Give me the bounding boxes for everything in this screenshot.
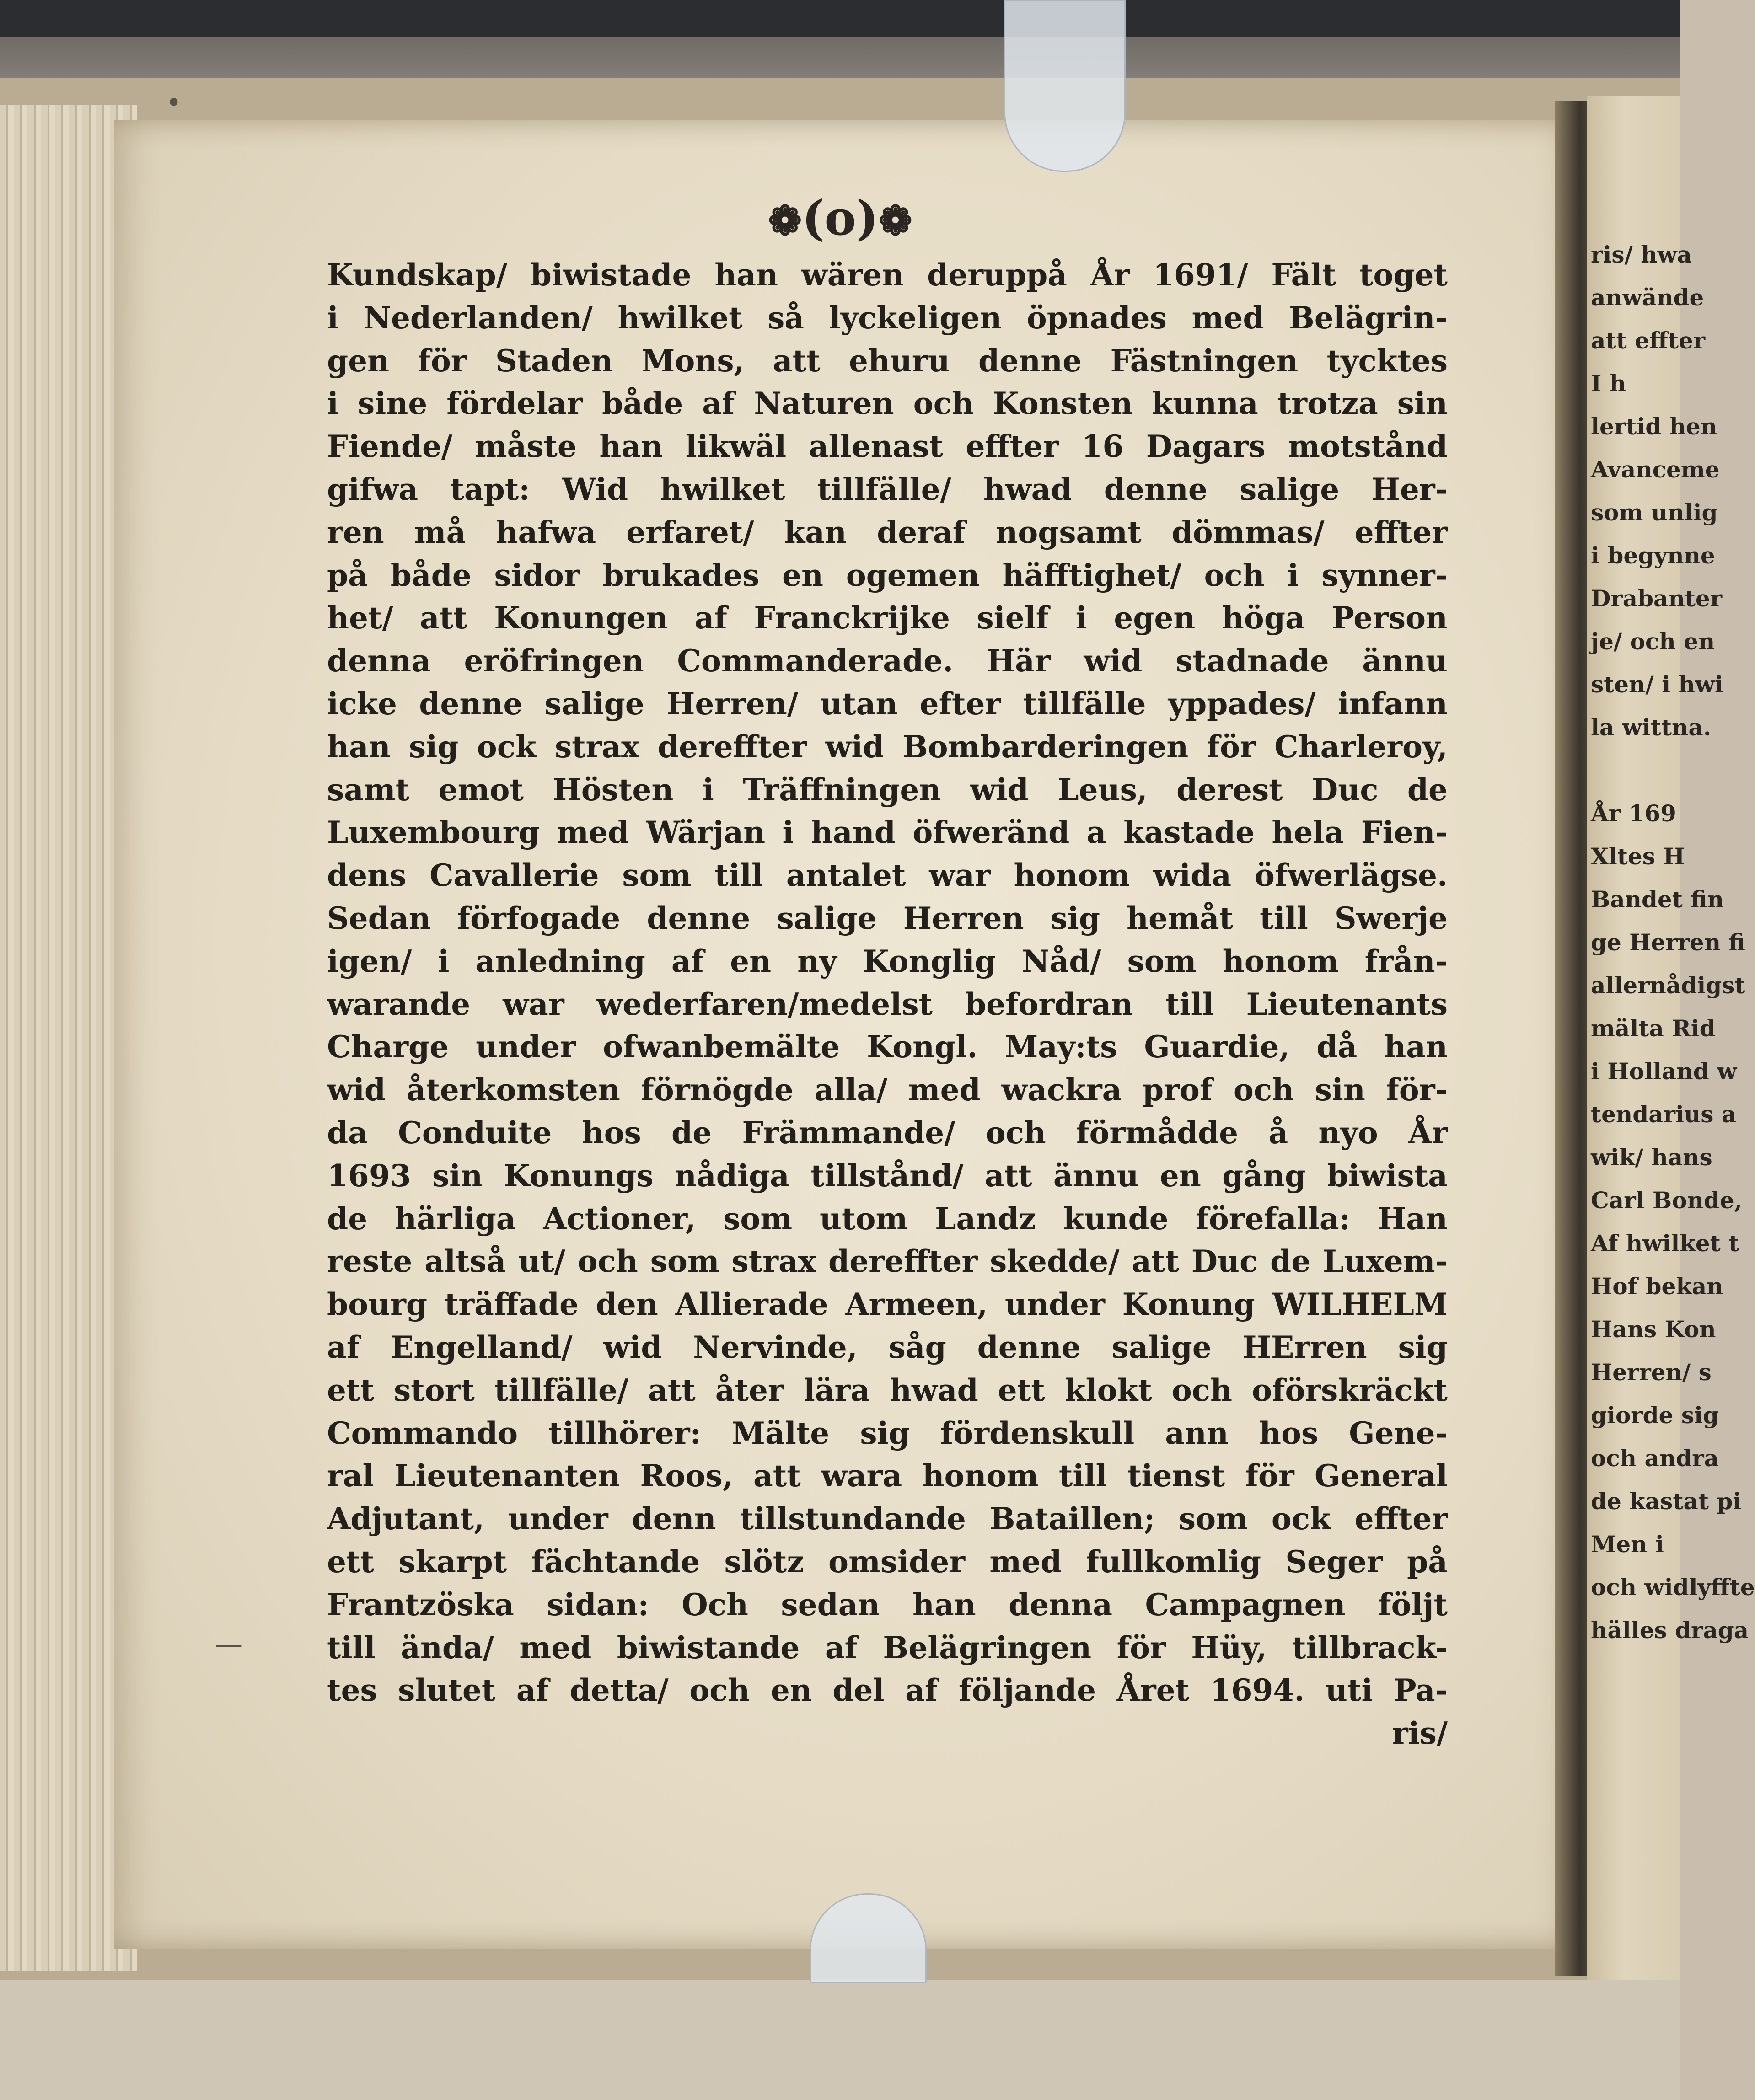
text-line: i Nederlanden/ hwilket så lyckeligen öpnades med Belägrin- [327, 300, 1448, 336]
right-page-line: År 169 [1591, 800, 1676, 827]
right-page-line: Carl Bonde, [1591, 1187, 1743, 1214]
text-line: igen/ i anledning af en ny Konglig Nåd/ som honom från- [327, 943, 1448, 979]
right-page-line: sten/ i hwi [1591, 671, 1723, 698]
text-line: het/ att Konungen af Franckrijke sielf i egen höga Person [327, 600, 1448, 636]
text-line: dens Cavallerie som till antalet war honom wida öfwerlägse. [327, 857, 1448, 894]
ornament-right-icon: ❁ [878, 197, 912, 244]
page-holder-clip-top [1004, 0, 1126, 172]
main-text-block [327, 254, 1448, 1755]
right-page-line: lertid hen [1591, 413, 1717, 440]
text-line: ren må hafwa erfaret/ kan deraf nogsamt dömmas/ effter [327, 514, 1448, 550]
right-page-line: Af hwilket t [1591, 1230, 1739, 1257]
right-page-line: I h [1591, 370, 1626, 397]
text-line: gen för Staden Mons, att ehuru denne Fästningen tycktes [327, 343, 1448, 379]
right-page-line: allernådigst [1591, 972, 1745, 999]
ornament-left-icon: ❁ [768, 197, 802, 244]
text-line: i sine fördelar både af Naturen och Konsten kunna trotza sin [327, 386, 1448, 422]
right-page-line: je/ och en [1591, 628, 1715, 655]
text-line: icke denne salige Herren/ utan efter tillfälle yppades/ infann [327, 686, 1448, 722]
right-page-line: Drabanter [1591, 585, 1723, 612]
right-page-line: och widlyffte [1591, 1574, 1755, 1601]
text-line: samt emot Hösten i Träffningen wid Leus, derest Duc de [327, 771, 1448, 808]
right-page-line: som unlig [1591, 499, 1718, 526]
right-page-line: la wittna. [1591, 714, 1712, 741]
right-page-line [1591, 749, 1696, 792]
right-page-line: Hof bekan [1591, 1273, 1723, 1300]
right-page-line: wik/ hans [1591, 1144, 1712, 1171]
right-page-line: tendarius a [1591, 1101, 1737, 1128]
folio-number: (o) [802, 190, 879, 246]
right-page-line: giorde sig [1591, 1402, 1719, 1429]
right-page-line: Herren/ s [1591, 1359, 1712, 1386]
right-page-line: hälles draga [1591, 1617, 1749, 1644]
text-line: Fiende/ måste han likwäl allenast effter 16 Dagars motstånd [327, 429, 1448, 465]
right-page-line: anwände [1591, 284, 1704, 311]
text-line: ett skarpt fächtande slötz omsider med fullkomlig Seger på [327, 1543, 1448, 1580]
text-line: tes slutet af detta/ och en del af följande Året 1694. uti Pa- [327, 1672, 1448, 1709]
text-line: ett stort tillfälle/ att åter lära hwad ett klokt och oförskräckt [327, 1372, 1448, 1408]
text-line: denna eröfringen Commanderade. Här wid stadnade ännu [327, 643, 1448, 679]
right-page-line: Hans Kon [1591, 1316, 1716, 1343]
text-line: 1693 sin Konungs nådiga tillstånd/ att ännu en gång biwista [327, 1157, 1448, 1194]
scan-bottom-margin [0, 1980, 1680, 2100]
text-line: Adjutant, under denn tillstundande Bataillen; som ock effter [327, 1501, 1448, 1537]
right-page-line: ris/ hwa [1591, 241, 1692, 268]
text-line: Sedan förfogade denne salige Herren sig hemåt till Swerje [327, 900, 1448, 936]
text-line: reste altså ut/ och som strax dereffter skedde/ att Duc de Luxem- [327, 1243, 1448, 1280]
right-page-line: Bandet fin [1591, 886, 1724, 913]
page-dash-mark: — [215, 1628, 242, 1660]
right-page-line: i begynne [1591, 542, 1715, 569]
right-page-line: och andra [1591, 1445, 1719, 1472]
text-line: på både sidor brukades en ogemen häfftighet/ och i synner- [327, 557, 1448, 593]
text-line: bourg träffade den Allierade Armeen, under Konung WILHELM [327, 1286, 1448, 1323]
text-line: ris/ [1392, 1715, 1448, 1752]
text-line: ral Lieutenanten Roos, att wara honom till tienst för General [327, 1458, 1448, 1494]
right-page-line: att effter [1591, 327, 1706, 354]
text-line: gifwa tapt: Wid hwilket tillfälle/ hwad denne salige Her- [327, 471, 1448, 507]
text-line: af Engelland/ wid Nervinde, såg denne salige HErren sig [327, 1329, 1448, 1365]
right-page-line: Men i [1591, 1531, 1664, 1558]
text-line: Kundskap/ biwistade han wären deruppå År 1691/ Fält toget [327, 257, 1448, 293]
text-line: Charge under ofwanbemälte Kongl. May:ts Guardie, då han [327, 1029, 1448, 1065]
right-page-line: de kastat pi [1591, 1488, 1742, 1515]
text-line: wid återkomsten förnögde alla/ med wackra prof och sin för- [327, 1072, 1448, 1108]
text-line: Frantzöska sidan: Och sedan han denna Campagnen följt [327, 1586, 1448, 1623]
text-line: de härliga Actioner, som utom Landz kunde förefalla: Han [327, 1200, 1448, 1237]
text-line: Luxembourg med Wärjan i hand öfweränd a kastade hela Fien- [327, 814, 1448, 851]
text-line: till ända/ med biwistande af Belägringen för Hüy, tillbrack- [327, 1629, 1448, 1666]
text-line: han sig ock strax dereffter wid Bombarderingen för Charleroy, [327, 729, 1448, 765]
page-header [0, 190, 1680, 246]
right-page-fragment [1587, 96, 1755, 1980]
text-line: da Conduite hos de Främmande/ och förmådde å nyo År [327, 1114, 1448, 1151]
right-page-line: i Holland w [1591, 1058, 1737, 1085]
right-page-line: Avanceme [1591, 456, 1720, 483]
text-line: warande war wederfaren/medelst befordran till Lieutenants [327, 986, 1448, 1022]
page-dot-mark: • [166, 87, 182, 119]
right-page-line: ge Herren fi [1591, 929, 1745, 956]
right-page-line: mälta Rid [1591, 1015, 1716, 1042]
text-line: Commando tillhörer: Mälte sig fördenskull ann hos Gene- [327, 1415, 1448, 1451]
right-page-line: Xltes H [1591, 843, 1685, 870]
right-page-text [1591, 233, 1755, 1652]
